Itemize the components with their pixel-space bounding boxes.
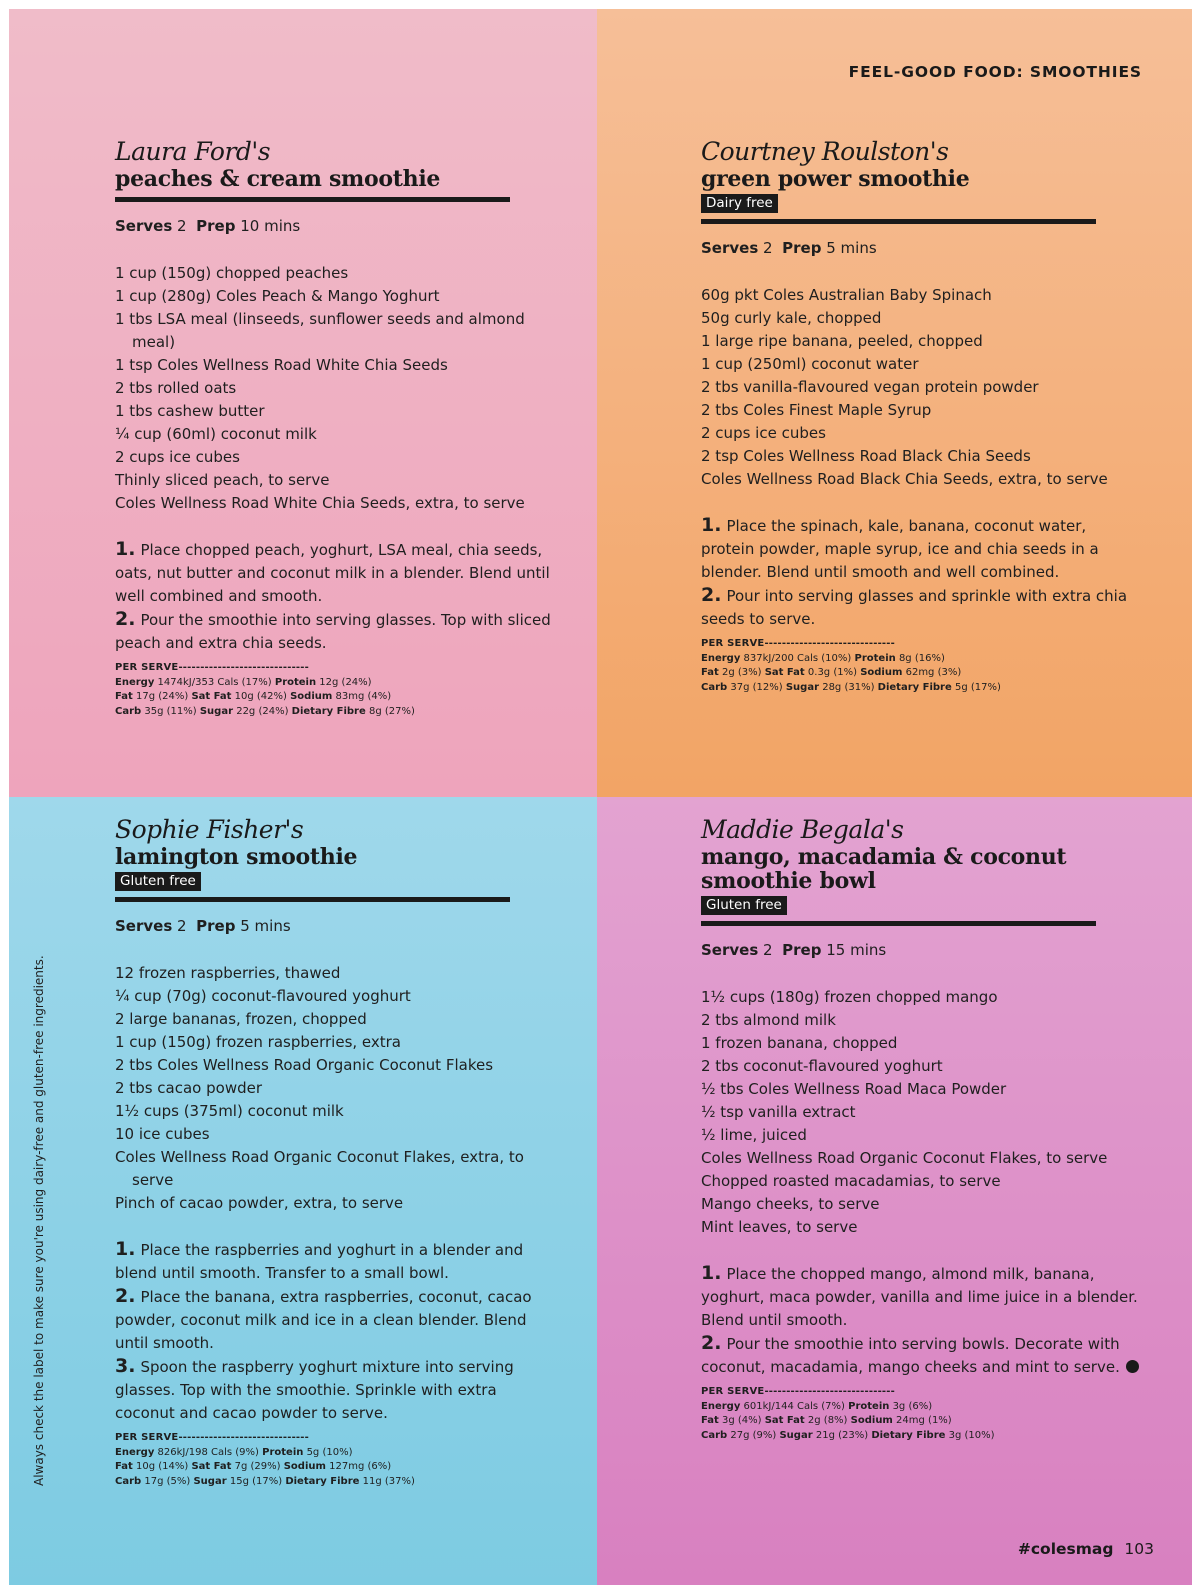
nutrient-name: Protein [848,1400,890,1412]
nutrient-name: Energy [115,1446,155,1458]
nutrition-panel [701,1385,1141,1443]
nutrient-name: Energy [115,676,155,688]
recipe-author: Laura Ford's [115,137,271,166]
ingredient-item: ½ lime, juiced [701,1126,807,1144]
ingredient-item: 1½ cups (180g) frozen chopped mango [701,988,998,1006]
dietary-badge: Gluten free [115,872,201,891]
recipe-title-line: lamington smoothie [115,844,358,870]
nutrient-value: 0.3g (1%) [807,667,858,678]
step-text: Place chopped peach, yoghurt, LSA meal, chia seeds, oats, nut butter and coconut milk in a blender. Blend until well combined and smooth. [115,541,550,605]
recipe-title [115,167,555,191]
ingredient-item: Chopped roasted macadamias, to serve [701,1172,1001,1190]
recipe-card [701,815,1141,1443]
ingredient-item: 2 tsp Coles Wellness Road Black Chia Seeds [701,447,1031,465]
ingredient-item: Coles Wellness Road Black Chia Seeds, extra, to serve [701,470,1108,488]
nutrient-name: Energy [701,1400,741,1412]
method-step [701,1262,1141,1332]
ingredient-item: Coles Wellness Road Organic Coconut Flakes, extra, to serve [115,1148,524,1189]
nutrient-value: 2g (8%) [807,1415,848,1426]
recipe-panel-green-power [597,9,1192,797]
per-serve-heading: PER SERVE------------------------------ [701,1386,895,1397]
method-step [115,1285,555,1355]
nutrient-value: 5g (10%) [306,1446,353,1458]
nutrient-name: Carb [701,681,728,693]
title-rule [701,921,1096,926]
per-serve-heading: PER SERVE------------------------------ [115,1432,309,1443]
ingredient-item: 12 frozen raspberries, thawed [115,964,341,982]
recipe-title-line: mango, macadamia & coconut [701,844,1067,870]
nutrition-row [115,676,555,691]
ingredient-item: 1½ cups (375ml) coconut milk [115,1102,344,1120]
nutrient-value: 8g (27%) [368,705,415,717]
ingredient-item: 1 cup (280g) Coles Peach & Mango Yoghurt [115,287,440,305]
method-step [115,538,555,608]
nutrition-row [701,1429,1141,1444]
step-text: Pour the smoothie into serving glasses. Top with sliced peach and extra chia seeds. [115,611,551,652]
nutrient-value: 5g (17%) [954,681,1001,693]
method-steps [701,1262,1141,1379]
prep-label: Prep [196,917,236,935]
per-serve-label: PER SERVE [115,662,179,673]
nutrient-value: 62mg (3%) [905,667,962,678]
ingredient-item: 2 cups ice cubes [701,424,826,442]
nutrient-value: 7g (29%) [234,1461,281,1472]
nutrient-value: 17g (24%) [135,691,189,702]
nutrient-name: Protein [274,676,317,688]
serves-value: 2 [763,941,773,959]
step-number: 2. [701,584,722,606]
nutrient-value: 15g (17%) [229,1475,283,1487]
nutrient-name: Sat Fat [191,1461,232,1472]
ingredient-item: 10 ice cubes [115,1125,210,1143]
recipe-title [701,167,1141,191]
ingredient-item: 1 tbs cashew butter [115,402,265,420]
prep-value: 10 mins [240,217,301,235]
nutrient-name: Sodium [283,1461,326,1472]
serves-prep [115,216,555,236]
step-text: Place the banana, extra raspberries, coconut, cacao powder, coconut milk and ice in a clean blender. Blend until smooth. [115,1288,532,1352]
nutrient-name: Fat [701,667,719,678]
ingredient-item: ¼ cup (70g) coconut-flavoured yoghurt [115,987,411,1005]
ingredient-item: Coles Wellness Road White Chia Seeds, extra, to serve [115,494,525,512]
nutrient-name: Fat [115,691,133,702]
nutrition-panel [115,661,555,719]
nutrient-name: Sodium [860,667,903,678]
nutrient-name: Sodium [850,1415,893,1426]
per-serve-heading: PER SERVE------------------------------ [115,662,309,673]
dietary-disclaimer: Always check the label to make sure you're using dairy-free and gluten-free ingredients. [32,955,46,1486]
title-rule [115,897,510,902]
ingredient-item: Mango cheeks, to serve [701,1195,880,1213]
ingredient-item: 1 large ripe banana, peeled, chopped [701,332,983,350]
nutrient-name: Protein [262,1446,304,1458]
recipe-panel-lamington [9,797,597,1585]
ingredient-list [115,962,555,1215]
nutrient-name: Sodium [290,691,333,702]
nutrient-name: Sat Fat [764,667,805,678]
serves-value: 2 [763,239,773,257]
nutrient-value: 127mg (6%) [329,1461,392,1472]
nutrient-value: 17g (5%) [144,1475,191,1487]
serves-prep [115,916,555,936]
page-footer [1018,1540,1154,1558]
end-mark-icon [1126,1360,1139,1373]
nutrient-value: 12g (24%) [319,676,372,688]
per-serve-label: PER SERVE [115,1432,179,1443]
recipe-author: Sophie Fisher's [115,815,304,844]
nutrition-row [115,705,555,720]
nutrient-name: Dietary Fibre [871,1429,946,1441]
nutrition-row [701,1414,1141,1429]
nutrition-row [115,1460,555,1475]
ingredient-item: 1 frozen banana, chopped [701,1034,898,1052]
method-step [701,584,1141,631]
ingredient-item: 1 tsp Coles Wellness Road White Chia Seeds [115,356,448,374]
nutrition-row [701,666,1141,681]
nutrition-row [115,1446,555,1461]
ingredient-item: 1 cup (250ml) coconut water [701,355,919,373]
nutrient-value: 83mg (4%) [335,691,392,702]
ingredient-list [701,986,1141,1239]
recipe-panel-mango-bowl [597,797,1192,1585]
serves-label: Serves [115,217,173,235]
per-serve-heading: PER SERVE------------------------------ [701,638,895,649]
method-steps [701,514,1141,631]
step-text: Pour into serving glasses and sprinkle with extra chia seeds to serve. [701,587,1128,628]
method-steps [115,538,555,655]
ingredient-item: 2 tbs Coles Wellness Road Organic Coconut Flakes [115,1056,494,1074]
recipe-author: Courtney Roulston's [701,137,949,166]
ingredient-item: Pinch of cacao powder, extra, to serve [115,1194,404,1212]
nutrient-value: 10g (14%) [135,1461,189,1472]
serves-value: 2 [177,217,187,235]
ingredient-item: Thinly sliced peach, to serve [115,471,330,489]
nutrient-value: 37g (12%) [730,681,783,693]
nutrient-value: 3g (10%) [948,1429,995,1441]
nutrient-name: Sat Fat [764,1415,805,1426]
nutrient-value: 601kJ/144 Cals (7%) [743,1400,845,1412]
nutrient-value: 24mg (1%) [896,1415,952,1426]
recipe-title-line: peaches & cream smoothie [115,166,441,192]
ingredient-item: ½ tsp vanilla extract [701,1103,856,1121]
dietary-badge: Gluten free [701,896,787,915]
per-serve-label: PER SERVE [701,638,765,649]
recipe-card [701,137,1141,695]
nutrient-value: 27g (9%) [730,1429,777,1441]
method-step [115,1238,555,1285]
nutrient-value: 1474kJ/353 Cals (17%) [157,676,272,688]
nutrition-row [115,1475,555,1490]
ingredient-item: 2 tbs almond milk [701,1011,836,1029]
ingredient-item: 1 tbs LSA meal (linseeds, sunflower seeds and almond meal) [115,310,525,351]
recipe-title-line: green power smoothie [701,166,970,192]
nutrient-name: Dietary Fibre [877,681,952,693]
nutrient-value: 22g (24%) [236,705,289,717]
method-step [701,1332,1141,1379]
step-number: 1. [115,538,136,560]
nutrient-name: Fat [115,1461,133,1472]
step-text: Place the chopped mango, almond milk, banana, yoghurt, maca powder, vanilla and lime juice in a blender. Blend until smooth. [701,1265,1138,1329]
page-number: 103 [1124,1540,1154,1558]
nutrient-name: Sugar [779,1429,813,1441]
ingredient-item: Coles Wellness Road Organic Coconut Flakes, to serve [701,1149,1108,1167]
serves-prep [701,940,1141,960]
nutrient-value: 826kJ/198 Cals (9%) [157,1446,259,1458]
title-rule [115,197,510,202]
nutrient-value: 21g (23%) [815,1429,869,1441]
recipe-card [115,137,555,719]
nutrition-row [701,1400,1141,1415]
title-rule [701,219,1096,224]
nutrient-name: Protein [854,652,896,664]
nutrient-name: Sugar [785,681,820,693]
serves-label: Serves [701,941,759,959]
nutrient-name: Energy [701,652,741,664]
ingredient-item: 2 large bananas, frozen, chopped [115,1010,367,1028]
nutrient-name: Carb [115,705,142,717]
step-text: Place the spinach, kale, banana, coconut water, protein powder, maple syrup, ice and chia seeds in a blender. Blend until smooth and well combined. [701,517,1099,581]
nutrient-value: 8g (16%) [898,652,945,664]
nutrition-panel [701,637,1141,695]
method-step [701,514,1141,584]
ingredient-list [115,262,555,515]
nutrient-name: Carb [701,1429,728,1441]
method-step [115,608,555,655]
ingredient-item: 1 cup (150g) frozen raspberries, extra [115,1033,401,1051]
nutrient-value: 35g (11%) [144,705,197,717]
step-text: Spoon the raspberry yoghurt mixture into serving glasses. Top with the smoothie. Sprinkle with extra coconut and cacao powder to serve. [115,1358,514,1422]
step-text: Pour the smoothie into serving bowls. Decorate with coconut, macadamia, mango cheeks and mint to serve. [701,1335,1120,1376]
ingredient-item: 2 tbs rolled oats [115,379,237,397]
ingredient-item: 50g curly kale, chopped [701,309,882,327]
prep-value: 5 mins [240,917,291,935]
recipe-title [115,845,555,869]
ingredient-item: 60g pkt Coles Australian Baby Spinach [701,286,992,304]
serves-label: Serves [115,917,173,935]
recipe-author: Maddie Begala's [701,815,904,844]
recipe-panel-peaches [9,9,597,797]
nutrient-value: 11g (37%) [362,1475,415,1487]
recipe-title [701,845,1141,893]
per-serve-label: PER SERVE [701,1386,765,1397]
nutrient-value: 2g (3%) [721,667,762,678]
serves-label: Serves [701,239,759,257]
hashtag: #colesmag [1017,1540,1114,1558]
step-number: 1. [701,1262,722,1284]
nutrient-name: Sugar [199,705,234,717]
prep-value: 15 mins [826,941,887,959]
nutrition-row [701,681,1141,696]
nutrient-value: 837kJ/200 Cals (10%) [743,652,852,664]
method-steps [115,1238,555,1425]
step-number: 2. [115,608,136,630]
step-text: Place the raspberries and yoghurt in a blender and blend until smooth. Transfer to a small bowl. [115,1241,524,1282]
nutrition-row [701,652,1141,667]
method-step [115,1355,555,1425]
ingredient-item: ¼ cup (60ml) coconut milk [115,425,317,443]
ingredient-item: Mint leaves, to serve [701,1218,858,1236]
nutrient-value: 10g (42%) [234,691,287,702]
step-number: 2. [701,1332,722,1354]
serves-prep [701,238,1141,258]
nutrient-value: 3g (4%) [721,1415,762,1426]
prep-label: Prep [782,239,822,257]
recipe-card [115,815,555,1489]
nutrient-value: 3g (6%) [892,1400,933,1412]
nutrient-name: Sat Fat [191,691,232,702]
ingredient-item: ½ tbs Coles Wellness Road Maca Powder [701,1080,1007,1098]
nutrient-name: Fat [701,1415,719,1426]
step-number: 2. [115,1285,136,1307]
nutrition-panel [115,1431,555,1489]
dietary-badge: Dairy free [701,194,778,213]
serves-value: 2 [177,917,187,935]
ingredient-item: 2 cups ice cubes [115,448,240,466]
recipe-title-line: smoothie bowl [701,868,876,894]
step-number: 1. [701,514,722,536]
ingredient-list [701,284,1141,491]
nutrient-name: Sugar [193,1475,227,1487]
nutrient-name: Dietary Fibre [285,1475,360,1487]
step-number: 1. [115,1238,136,1260]
ingredient-item: 2 tbs Coles Finest Maple Syrup [701,401,932,419]
nutrient-name: Carb [115,1475,142,1487]
prep-value: 5 mins [826,239,877,257]
ingredient-item: 2 tbs vanilla-flavoured vegan protein powder [701,378,1039,396]
section-header: FEEL-GOOD FOOD: SMOOTHIES [848,63,1142,81]
nutrient-name: Dietary Fibre [291,705,366,717]
ingredient-item: 2 tbs coconut-flavoured yoghurt [701,1057,943,1075]
step-number: 3. [115,1355,136,1377]
nutrient-value: 28g (31%) [822,681,875,693]
ingredient-item: 1 cup (150g) chopped peaches [115,264,349,282]
prep-label: Prep [196,217,236,235]
ingredient-item: 2 tbs cacao powder [115,1079,263,1097]
nutrition-row [115,690,555,705]
prep-label: Prep [782,941,822,959]
